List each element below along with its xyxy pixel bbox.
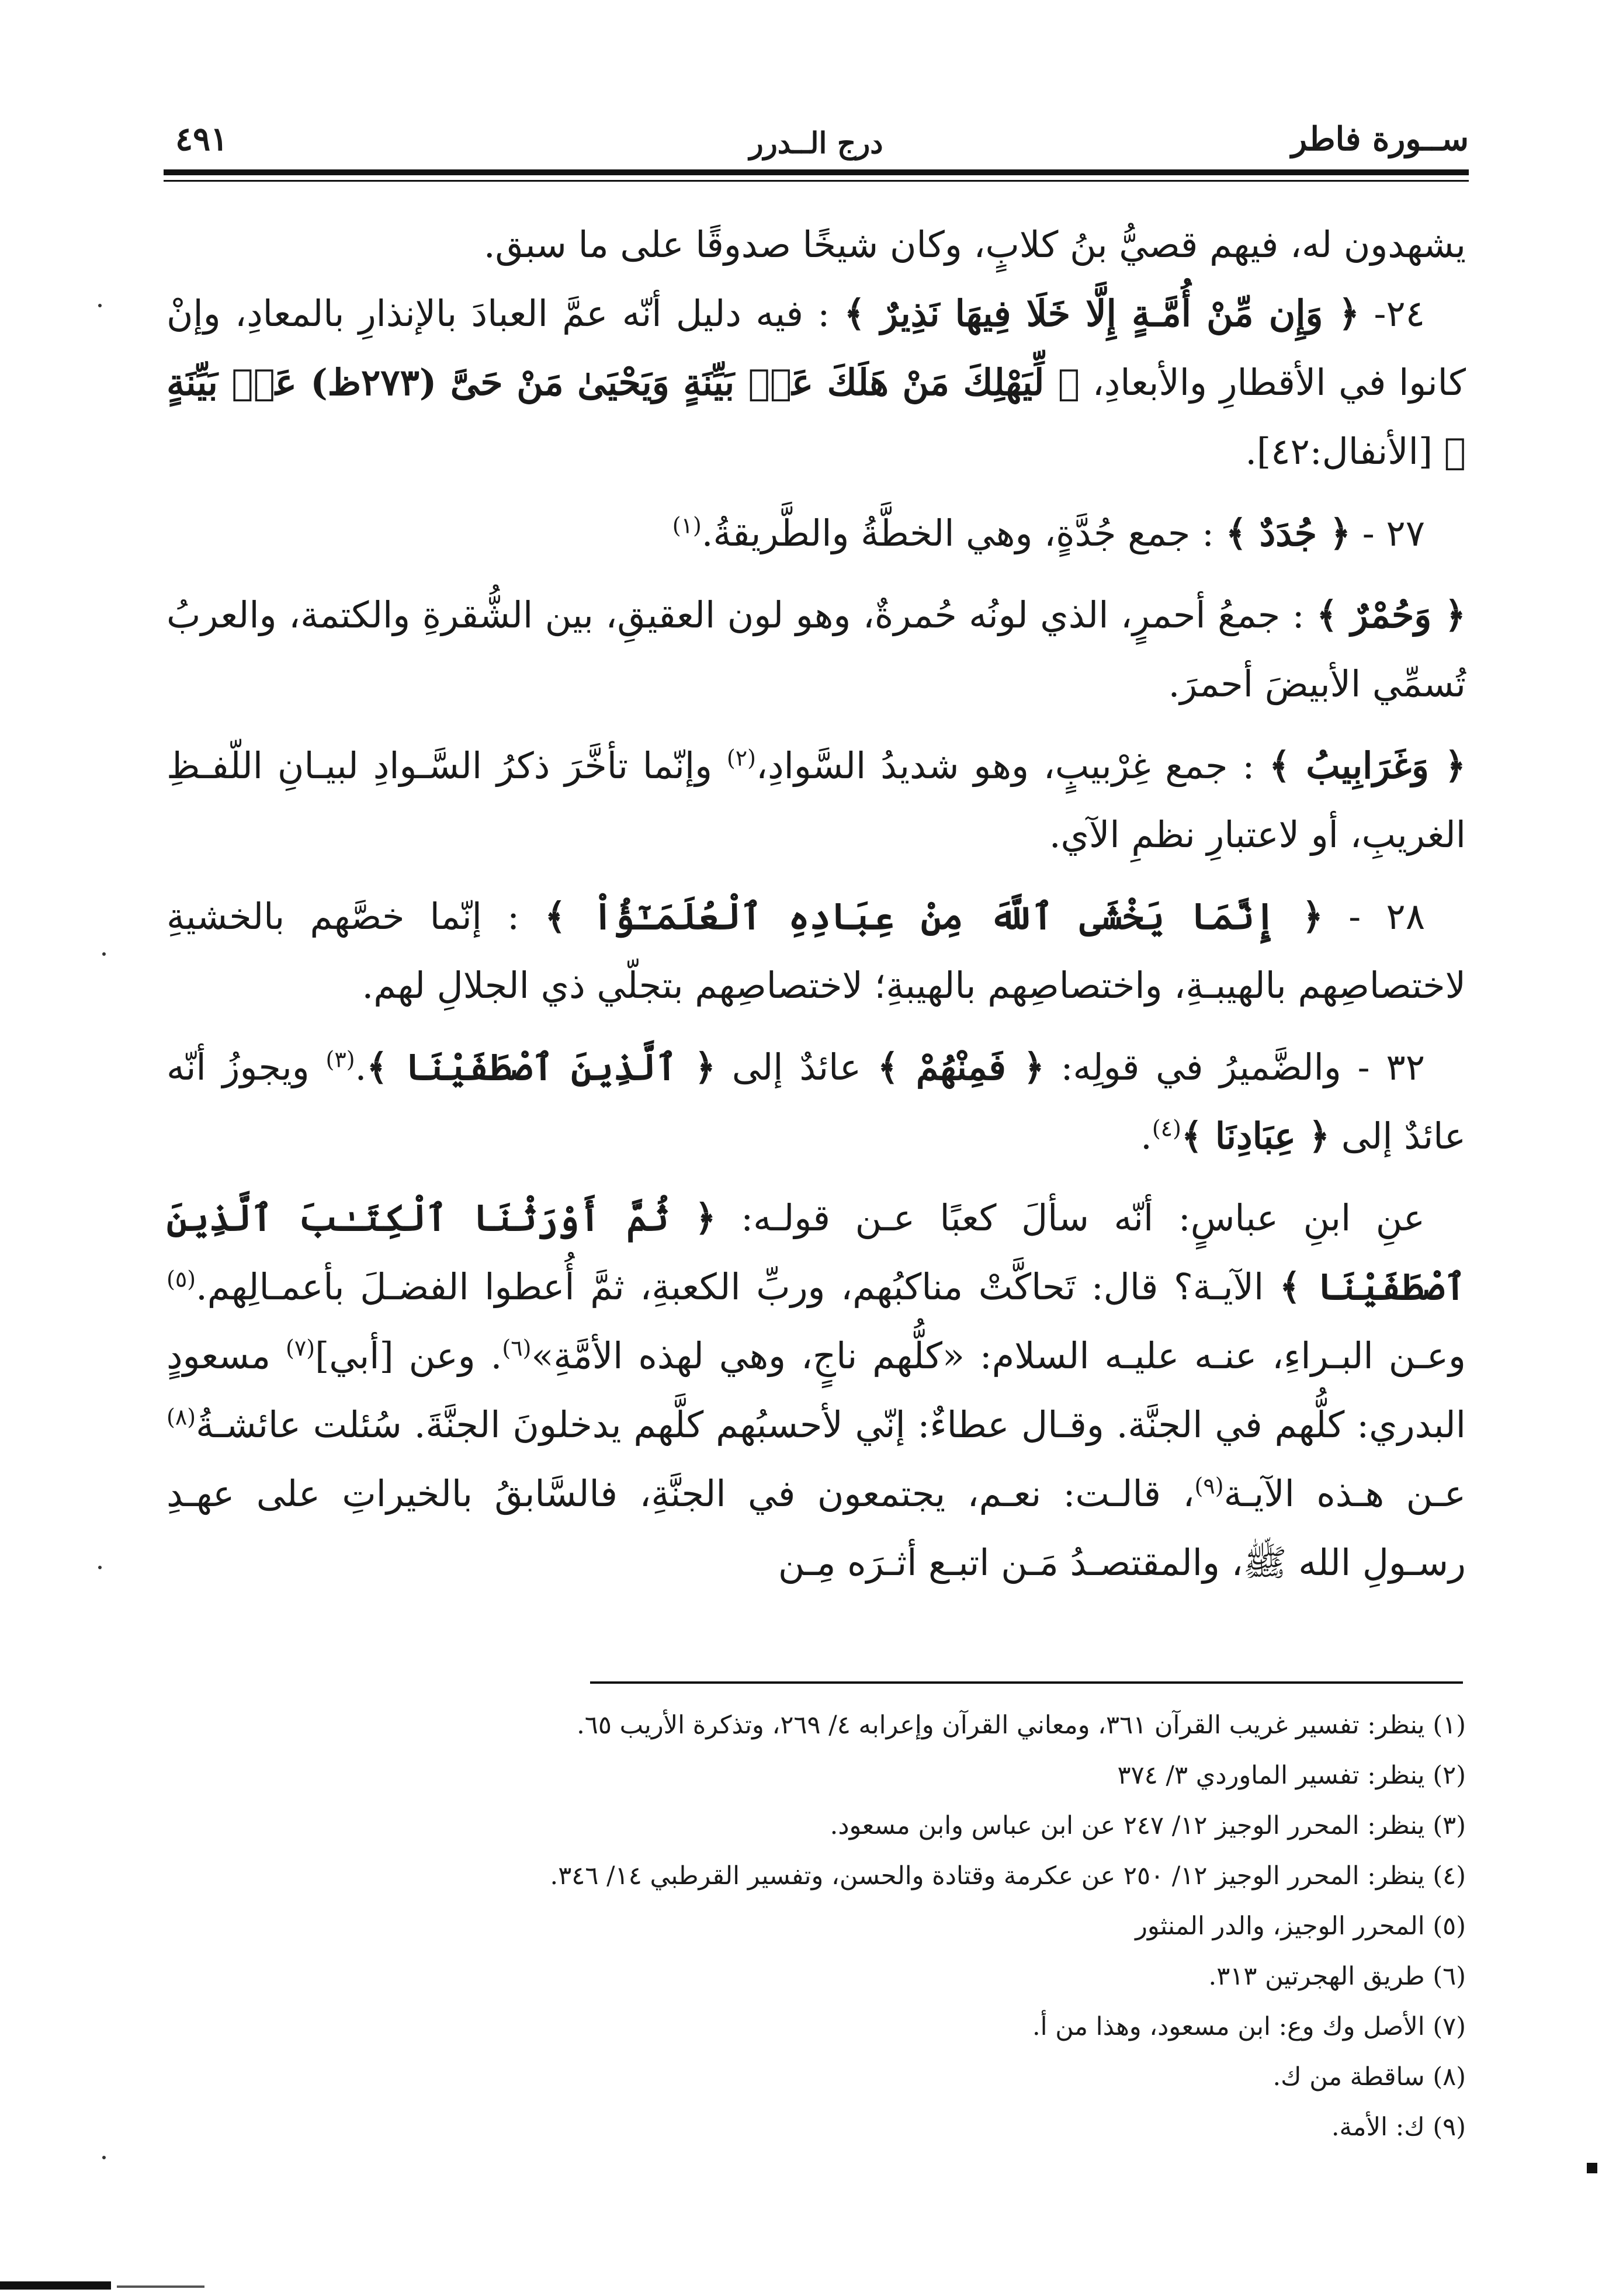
quran-quote: ﴿ ثُمَّ أَوْرَثْنَا ٱلْكِتَـٰبَ ٱلَّذِينَ ٱصْطَفَيْنَا ﴾ <box>167 1196 1466 1308</box>
footnote: (٣) ينظر: المحرر الوجيز ١٢/ ٢٤٧ عن ابن عباس وابن مسعود. <box>830 1811 1466 1840</box>
quran-quote: ﴿ لِّيَهْلِكَ مَنْ هَلَكَ عَنۢ بَيِّنَةٍ وَيَحْيَىٰ مَنْ حَىَّ (٢٧٣ظ) عَنۢ بَيِّنَةٍ ﴾ <box>167 361 1466 473</box>
quran-quote: ﴿ إِنَّمَا يَخْشَى ٱللَّهَ مِنْ عِبَادِهِ ٱلْعُلَمَـٰٓؤُاْ ﴾ <box>545 895 1324 938</box>
footnote-ref: (٣) <box>325 1046 355 1073</box>
footnote-ref: (٨) <box>167 1404 196 1430</box>
paragraph-verse-32: ٣٢ - والضَّميرُ في قولِه: ﴿ فَمِنْهُمْ ﴾ عائدٌ إلى ﴿ ٱلَّذِينَ ٱصْطَفَيْنَا ﴾.$^{(٣)}$ ويجوزُ أنّه عائدٌ إلى ﴿ عِبَادِنَا ﴾$^{(٤)}$. <box>167 1046 1466 1157</box>
paragraph-gharabib: ﴿ وَغَرَابِيبُ ﴾ : جمع غِرْبيبٍ، وهو شديدُ السَّوادِ،$^{(٢)}$ وإنّما تأخَّرَ ذكرُ السَّـوادِ لبيـانِ اللّفـظِ الغريبِ، أو لاعتبارِ نظمِ الآي. <box>167 744 1466 856</box>
footnote: (٩) ك: الأمة. <box>1331 2113 1466 2142</box>
text-line: يشهدون له، فيهم قصيُّ بنُ كلابٍ، وكان شيخًا صدوقًا على ما سبق. <box>483 223 1466 266</box>
paragraph-ibn-abbas: عنِ ابنِ عباسٍ: أنّه سألَ كعبًا عـن قولـه: ﴿ ثُمَّ أَوْرَثْنَا ٱلْكِتَـٰبَ ٱلَّذِينَ ٱصْطَفَيْنَا ﴾ الآيـة؟ قال: تَحاكَّتْ مناكبُهم، وربِّ الكعبةِ، ثمَّ أُعطوا الفضـلَ بأعمـالِهم.$^{(٥)}$ وعـن البـراءِ، عنـه عليـه السلام: «كلُّهم ناجٍ، وهي لهذه الأمَّةِ»$^{(٦)}$. وعن [أبي]$^{(٧)}$ مسعودٍ البدري: كلُّهم في الجنَّة. وقـال عطاءٌ: إنّي لأحسبُهم كلَّهم يدخلونَ الجنَّةَ. سُئلت عائشـةُ$^{(٨)}$ عـن هـذه الآيـة$^{(٩)}$، قالـت: نعـم، يجتمعون في الجنَّةِ، فالسَّابقُ بالخيراتِ على عهـدِ رسـولِ الله ﷺ، والمقتصـدُ مَـن اتبـع أثـرَه مِـن <box>167 1196 1466 1584</box>
paragraph-humr: ﴿ وَحُمْرٌ ﴾ : جمعُ أحمرٍ، الذي لونُه حُمرةٌ، وهو لون العقيقِ، بين الشُّقرةِ والكتمة، والعربُ تُسمِّي الأبيضَ أحمرَ. <box>167 594 1466 705</box>
quran-quote: ﴿ وَغَرَابِيبُ ﴾ <box>1269 744 1466 787</box>
footnote: (٨) ساقطة من ك. <box>1272 2062 1466 2092</box>
quran-quote: ﴿ ٱلَّذِينَ ٱصْطَفَيْنَا ﴾ <box>366 1046 716 1088</box>
footnote: (٧) الأصل وك وع: ابن مسعود، وهذا من أ. <box>1032 2012 1466 2041</box>
scan-speck <box>98 304 102 307</box>
footnote: (٢) ينظر: تفسير الماوردي ٣/ ٣٧٤ <box>1117 1761 1466 1790</box>
header-rule-thick <box>164 169 1469 175</box>
footnote-ref: (١) <box>672 512 702 539</box>
header-rule-thin <box>164 180 1469 182</box>
footnote-ref: (٥) <box>167 1266 196 1292</box>
main-text <box>167 210 1466 1597</box>
quran-quote: ﴿ وَحُمْرٌ ﴾ <box>1316 594 1466 636</box>
quran-quote: ﴿ فَمِنْهُمْ ﴾ <box>877 1046 1045 1088</box>
footnote: (٤) ينظر: المحرر الوجيز ١٢/ ٢٥٠ عن عكرمة وقتادة والحسن، وتفسير القرطبي ١٤/ ٣٤٦. <box>550 1861 1466 1891</box>
paragraph-verse-28: ٢٨ - ﴿ إِنَّمَا يَخْشَى ٱللَّهَ مِنْ عِبَادِهِ ٱلْعُلَمَـٰٓؤُاْ ﴾ : إنّما خصَّهم بالخشيةِ لاختصاصِهم بالهيبـةِ، واختصاصِهم بالهيبةِ؛ لاختصاصِهم بتجلّي ذي الجلالِ لهم. <box>167 895 1466 1007</box>
footnote-separator <box>590 1681 1463 1684</box>
footnote-ref: (٢) <box>726 745 756 771</box>
scan-speck <box>98 1566 102 1569</box>
footnote-ref: (٤) <box>1152 1115 1181 1142</box>
scan-edge-mark <box>117 2285 204 2288</box>
quran-quote: ﴿ وَإِن مِّنْ أُمَّـةٍ إِلَّا خَلَا فِيهَا نَذِيرٌ ﴾ <box>844 292 1360 335</box>
paragraph-verse-24: ٢٤- ﴿ وَإِن مِّنْ أُمَّـةٍ إِلَّا خَلَا فِيهَا نَذِيرٌ ﴾ : فيه دليل أنّه عمَّ العبادَ بالإنذارِ بالمعادِ، وإنْ كانوا في الأقطارِ والأبعادِ، ﴿ لِّيَهْلِكَ مَنْ هَلَكَ عَنۢ بَيِّنَةٍ وَيَحْيَىٰ مَنْ حَىَّ (٢٧٣ظ) عَنۢ بَيِّنَةٍ ﴾ [الأنفال:٤٢]. <box>167 292 1466 473</box>
quran-quote: ﴿ عِبَادِنَا ﴾ <box>1181 1115 1330 1157</box>
page-header <box>164 108 1469 172</box>
scan-speck <box>102 952 106 956</box>
footnotes <box>167 1700 1466 2152</box>
footnote-ref: (٦) <box>502 1335 532 1361</box>
footnote: (٦) طريق الهجرتين ٣١٣. <box>1208 1962 1466 1991</box>
footnote: (١) ينظر: تفسير غريب القرآن ٣٦١، ومعاني القرآن وإعرابه ٤/ ٢٦٩، وتذكرة الأريب ٦٥. <box>577 1711 1466 1740</box>
page-number: ٤٩١ <box>175 120 228 158</box>
margin-mark <box>1587 2163 1597 2173</box>
surah-title: ســورة فاطر <box>1291 120 1469 158</box>
scan-speck <box>102 2156 106 2159</box>
footnote: (٥) المحرر الوجيز، والدر المنثور <box>1135 1912 1466 1941</box>
book-title: درج الــدرر <box>749 126 883 160</box>
paragraph-verse-27: ٢٧ - ﴿ جُدَدٌ ﴾ : جمع جُدَّةٍ، وهي الخطَّةُ والطَّريقةُ.$^{(١)}$ <box>672 512 1425 554</box>
scan-edge-mark <box>0 2281 111 2290</box>
quran-quote: ﴿ جُدَدٌ ﴾ <box>1225 512 1351 554</box>
footnote-ref: (٩) <box>1194 1473 1224 1499</box>
footnote-ref: (٧) <box>286 1335 315 1361</box>
